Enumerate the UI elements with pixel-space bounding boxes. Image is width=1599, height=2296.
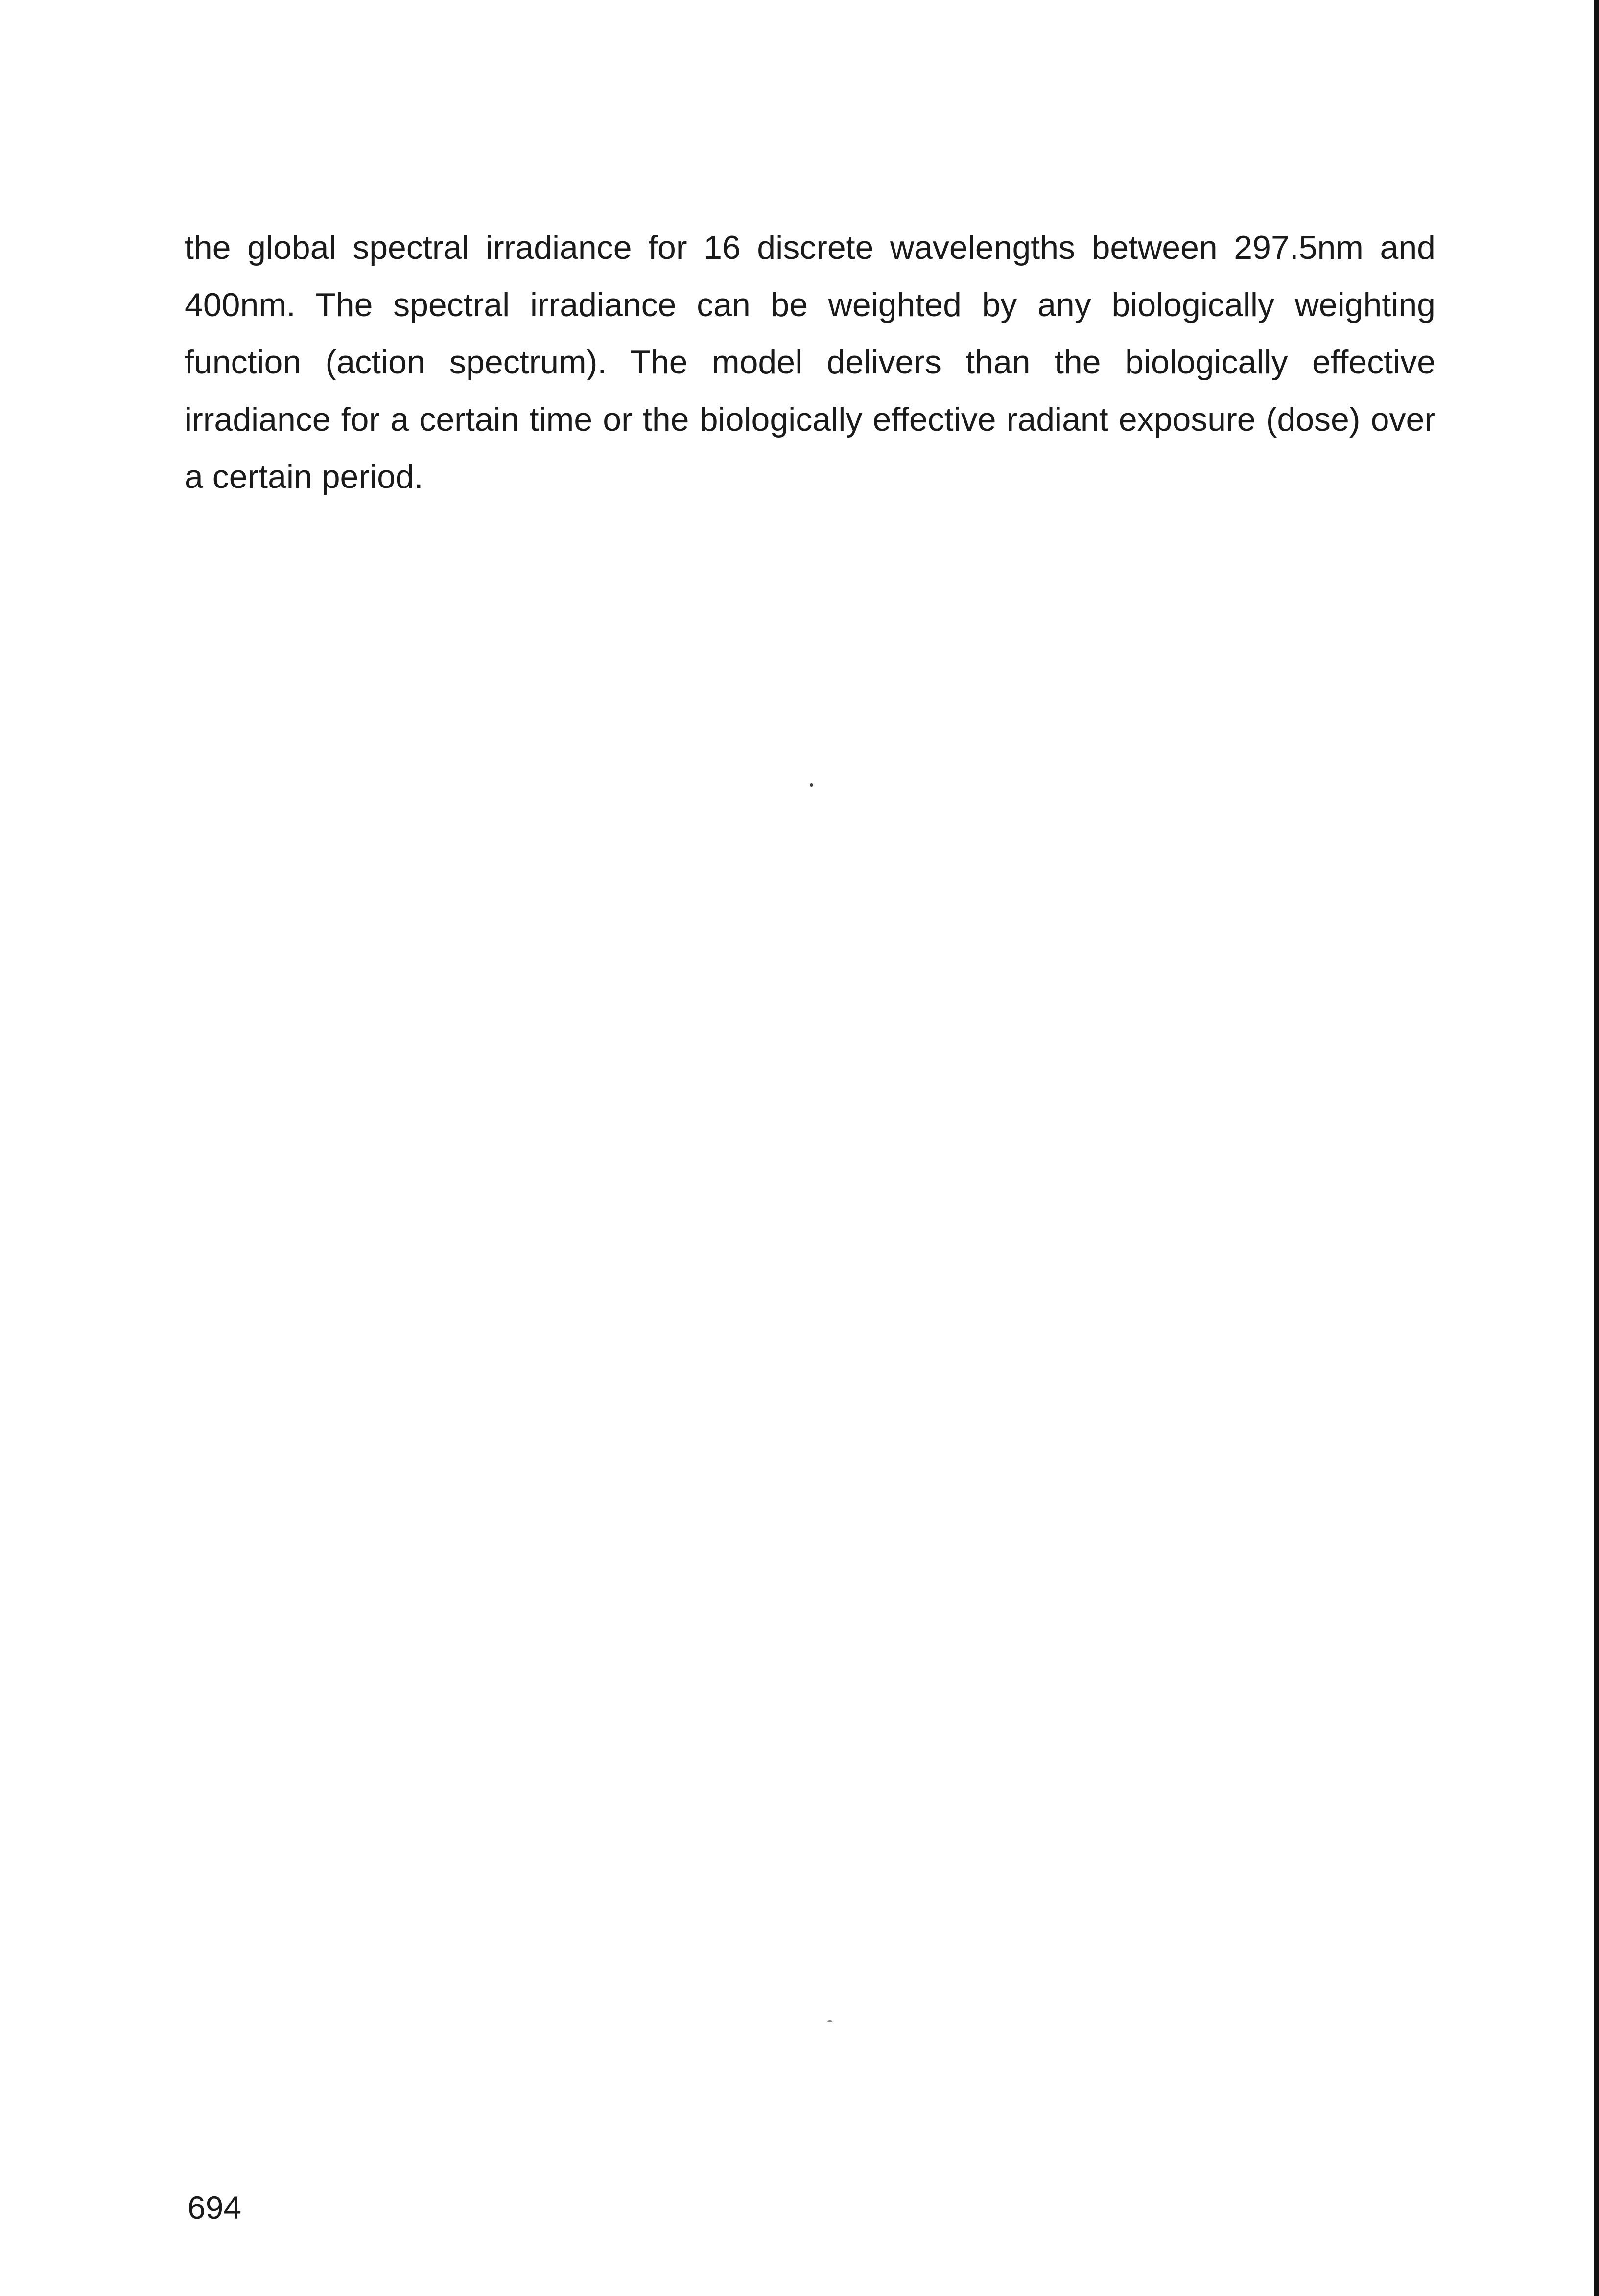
scan-speck: [827, 2020, 832, 2022]
scan-speck: [810, 783, 813, 787]
body-paragraph: the global spectral irradiance for 16 discrete wavelengths between 297.5nm and 400nm. The spectral irradiance can be weighted by any biologically weighting function (action spectrum). The model delivers than the biologically effective irradiance for a certain time or the biologically effective radiant exposure (dose) over a certain period.: [185, 229, 1435, 495]
page-number: 694: [188, 2189, 242, 2226]
page-edge-shadow: [1594, 0, 1599, 2296]
